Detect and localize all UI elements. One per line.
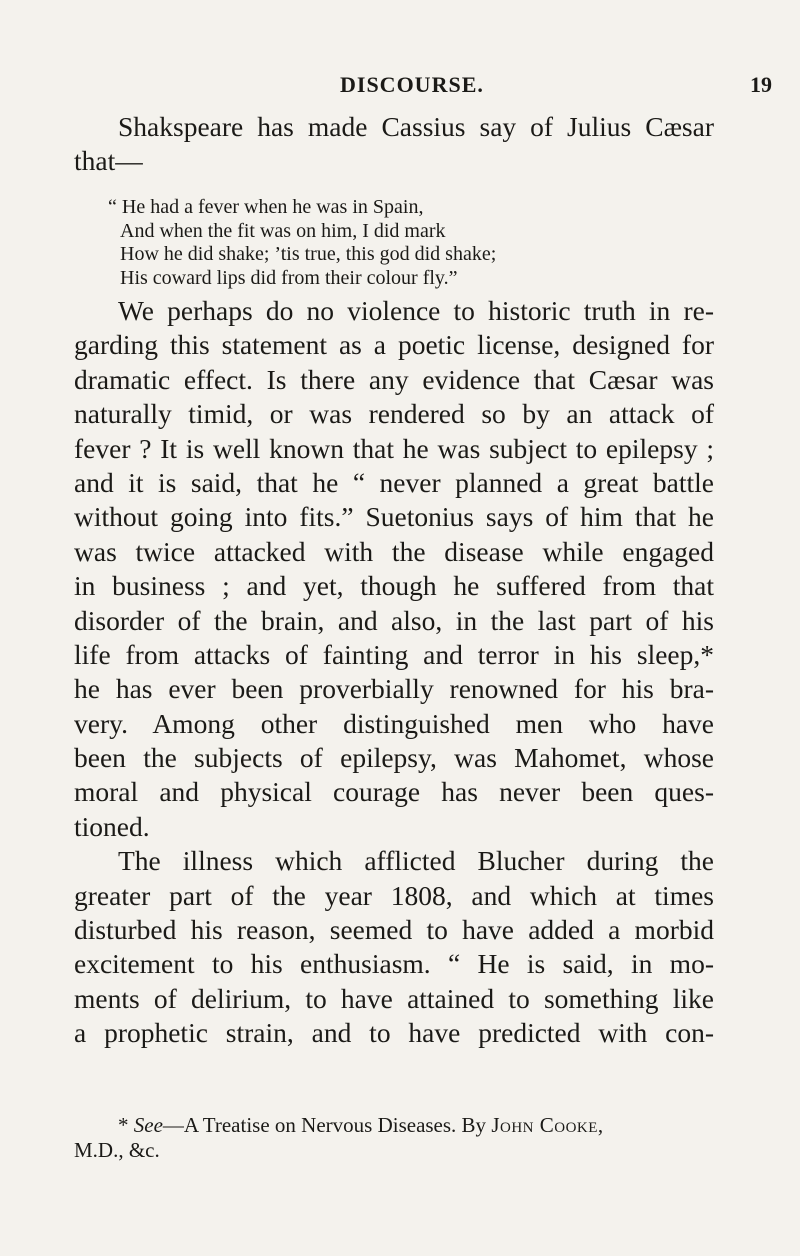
text-line: a prophetic strain, and to have predicted with con- <box>74 1017 714 1049</box>
text-line: without going into fits.” Suetonius says of him that he <box>74 501 714 533</box>
text-line: been the subjects of epilepsy, was Mahomet, whose <box>74 742 714 774</box>
text-line: and it is said, that he “ never planned a great battle <box>74 466 714 498</box>
footnote <box>74 1113 714 1163</box>
verse-line: “ He had a fever when he was in Spain, <box>108 196 424 218</box>
text-line: he has ever been proverbially renowned for his bra- <box>74 673 714 705</box>
verse-quotation <box>108 196 728 290</box>
text-line: greater part of the year 1808, and which at times <box>74 879 714 911</box>
text-line: moral and physical courage has never been ques- <box>74 776 714 808</box>
page-header <box>0 72 800 106</box>
text-line: life from attacks of fainting and terror in his sleep,* <box>74 638 714 670</box>
text-line: naturally timid, or was rendered so by an attack of <box>74 398 714 430</box>
text-line: We perhaps do no violence to historic truth in re- <box>118 295 714 326</box>
text-line: garding this statement as a poetic license, designed for <box>74 329 714 361</box>
text-line: fever ? It is well known that he was subject to epilepsy ; <box>74 432 714 464</box>
text-line: dramatic effect. Is there any evidence that Cæsar was <box>74 363 714 395</box>
text-line: in business ; and yet, though he suffered from that <box>74 570 714 602</box>
text-line: very. Among other distinguished men who have <box>74 707 714 739</box>
text-line: tioned. <box>74 810 150 842</box>
text-line: ments of delirium, to have attained to something like <box>74 982 714 1014</box>
footnote-author: John Cooke, <box>491 1113 604 1137</box>
text-line: excitement to his enthusiasm. “ He is said, in mo- <box>74 948 714 980</box>
text-line: was twice attacked with the disease while engaged <box>74 535 714 567</box>
text-line: disorder of the brain, and also, in the last part of his <box>74 604 714 636</box>
footnote-see: See <box>133 1113 163 1137</box>
text-line: The illness which afflicted Blucher during the <box>118 845 714 877</box>
running-title: DISCOURSE. <box>340 72 484 97</box>
body-text <box>74 294 714 1051</box>
footnote-line <box>74 1113 714 1138</box>
text-line: that— <box>74 145 143 177</box>
verse-line: His coward lips did from their colour fly.” <box>120 266 458 289</box>
text-line: disturbed his reason, seemed to have added a morbid <box>74 914 714 946</box>
text-line: Shakspeare has made Cassius say of Julius Cæsar <box>118 111 714 142</box>
verse-line: And when the fit was on him, I did mark <box>120 219 446 242</box>
verse-line: How he did shake; ’tis true, this god did shake; <box>120 243 497 265</box>
footnote-text: —A Treatise on Nervous Diseases. By <box>162 1113 492 1137</box>
footnote-line: M.D., &c. <box>74 1138 160 1162</box>
intro-paragraph <box>74 110 714 179</box>
footnote-marker: * <box>118 1113 134 1137</box>
page-number: 19 <box>750 72 772 97</box>
